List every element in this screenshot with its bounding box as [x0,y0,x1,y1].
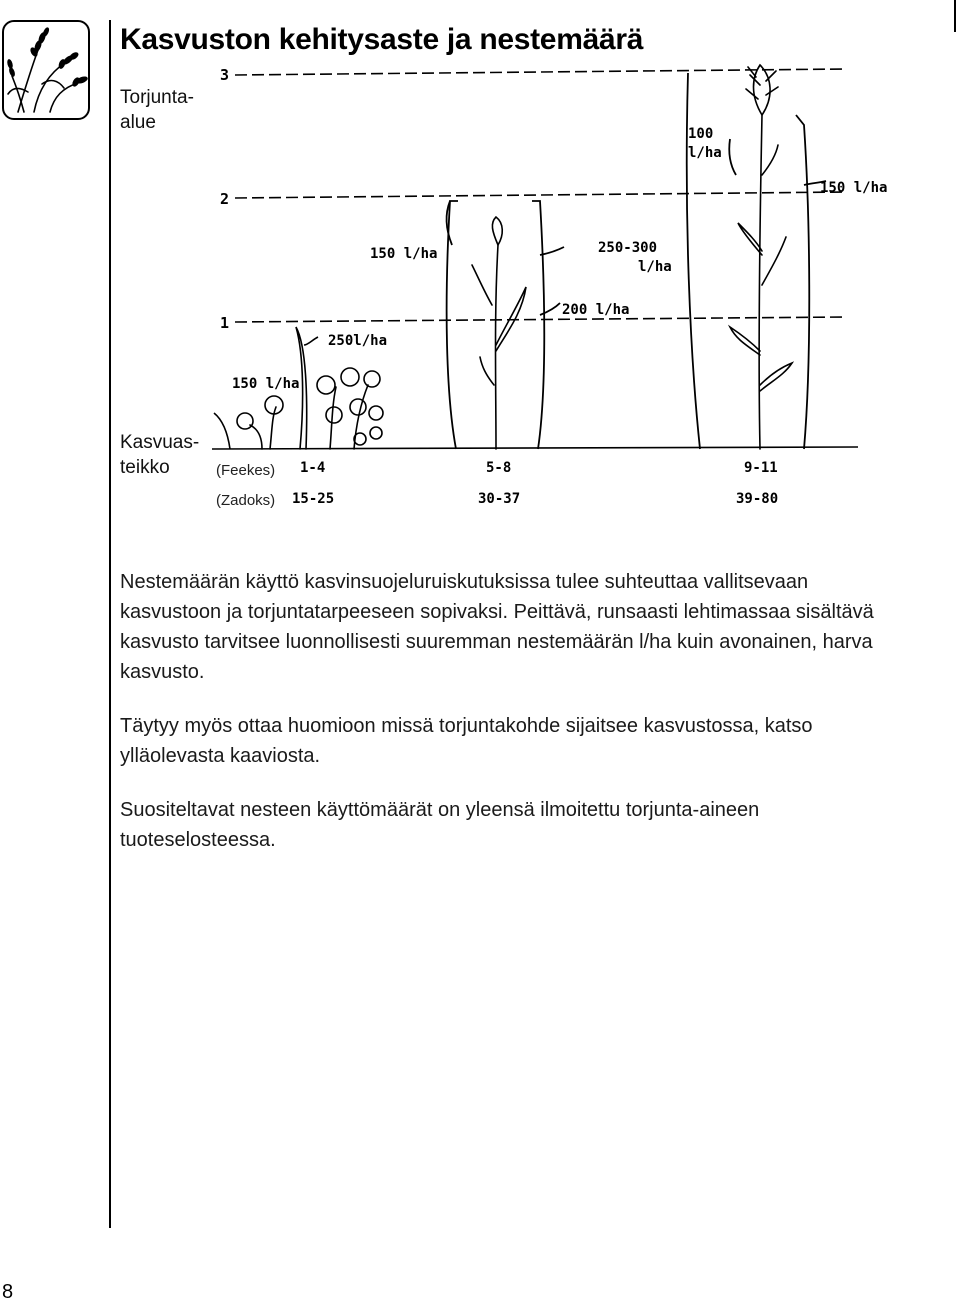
growth-stage-diagram [200,55,888,525]
volume-stage3-top-2: l/ha [688,145,722,161]
volume-stage2-middle-1: 250-300 [598,240,658,256]
area-label-line-1: Torjunta- [120,87,194,108]
plant-heading [730,65,792,449]
vertical-rule [109,20,111,1228]
level-lines [235,69,845,322]
zadoks-value-stage-2: 30-37 [478,491,521,507]
area-label [120,85,194,135]
paragraph-2: Täytyy myös ottaa huomioon missä torjuntakohde sijaitsee kasvustossa, katso ylläolevasta kaaviosta. [120,715,813,767]
body-text [120,567,880,879]
paragraph-3: Suositeltavat nesteen käyttömäärät on yleensä ilmoitettu torjunta-aineen tuoteselosteessa. [120,799,760,851]
plant-stem-elongation [472,217,526,449]
level-label-3: 3 [220,66,230,84]
volume-stage2-lower: 200 l/ha [562,302,630,318]
volume-stage3-side: 150 l/ha [820,180,888,196]
scale-label-line-1: Kasvuas- [120,432,200,453]
level-label-1: 1 [220,314,230,332]
wheat-logo [2,20,90,120]
level-line-2 [235,192,845,198]
page-title: Kasvuston kehitysaste ja nestemäärä [120,23,644,56]
volume-stage2-middle-2: l/ha [638,259,672,275]
scale-label [120,430,199,480]
volume-stage2-upper: 150 l/ha [370,246,438,262]
zadoks-label: (Zadoks) [216,492,276,509]
ground-line [212,447,858,449]
scale-label-line-2: teikko [120,457,170,478]
volume-stage3-top-1: 100 [688,126,714,142]
paragraph-1: Nestemäärän käyttö kasvinsuojeluruiskutuksissa tulee suhteuttaa vallitsevaan kasvustoon ja torjuntatarpeeseen sopivaksi. Peittävä, runsaasti lehtimassaa sisältävä kasvusto tarvitsee luonnollisesti suuremman nestemäärän l/ha kuin avonainen, harva kasvusto. [120,571,874,683]
volume-stage1-high: 250l/ha [328,333,388,349]
bracket-stage-2 [447,201,565,449]
feekes-value-stage-1: 1-4 [300,460,326,476]
corner-mark [954,0,956,32]
feekes-label: (Feekes) [216,462,276,479]
feekes-value-stage-3: 9-11 [744,460,778,476]
level-line-1 [235,317,845,322]
level-label-2: 2 [220,190,230,208]
zadoks-value-stage-1: 15-25 [292,491,335,507]
wheat-icon [4,22,88,118]
zadoks-value-stage-3: 39-80 [736,491,779,507]
volume-stage1-low: 150 l/ha [232,376,300,392]
feekes-value-stage-2: 5-8 [486,460,512,476]
page-number: 8 [2,1281,14,1303]
area-label-line-2: alue [120,112,156,133]
